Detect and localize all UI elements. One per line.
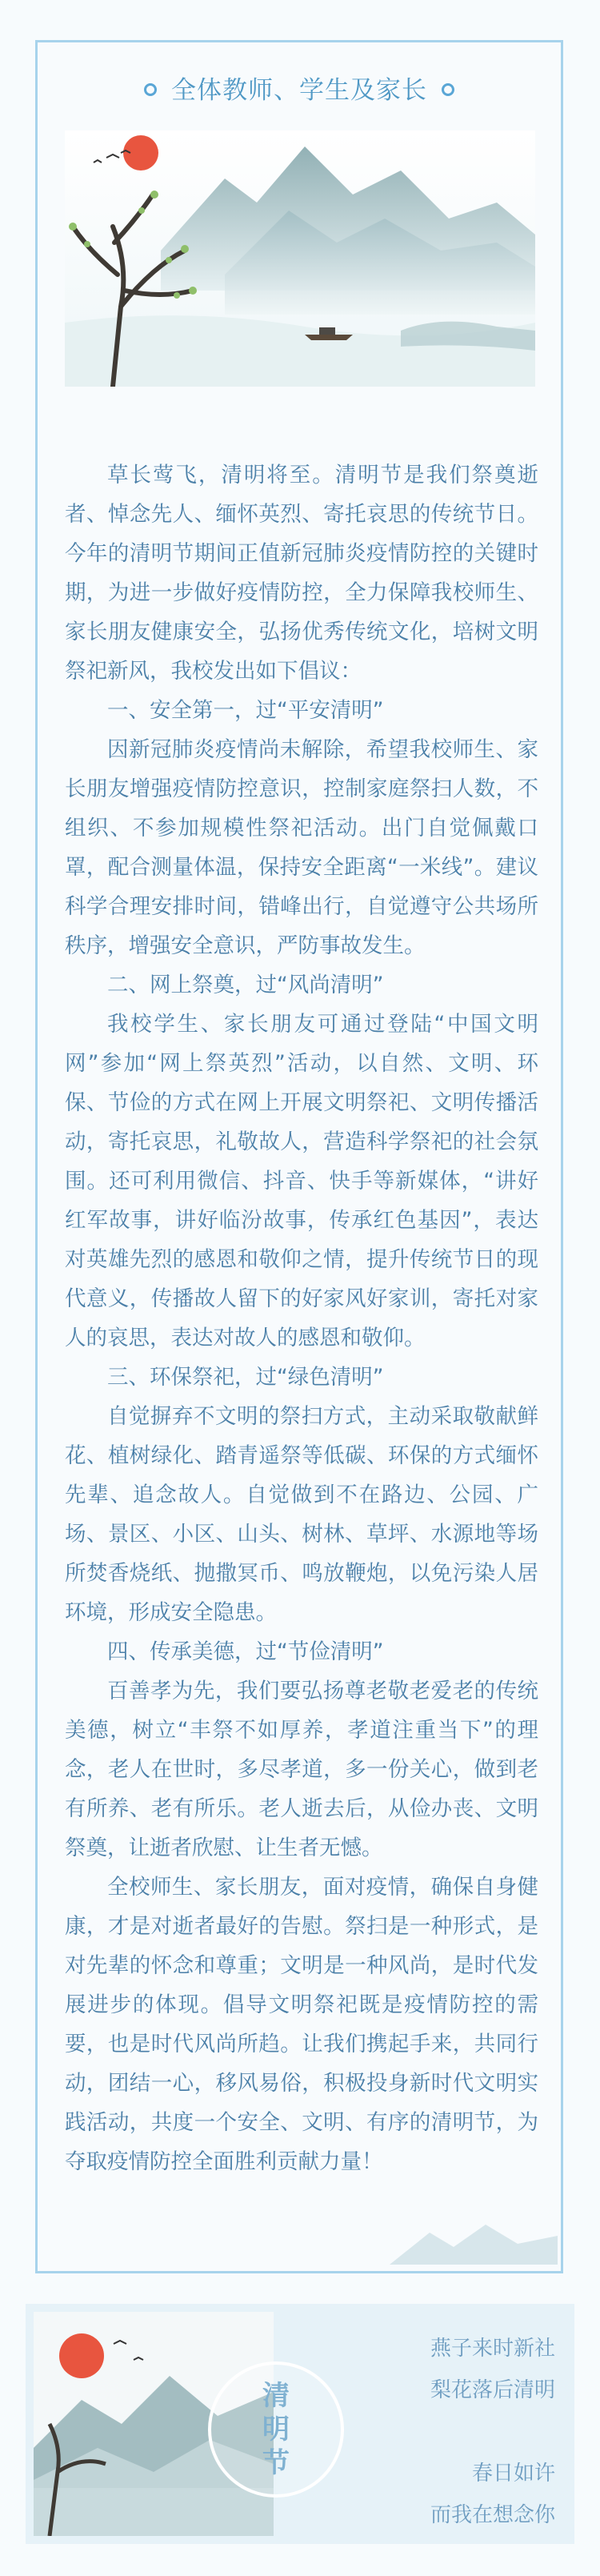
section-paragraph: 我校学生、家长朋友可通过登陆“中国文明网”参加“网上祭英烈”活动，以自然、文明、环保、节俭的方式在网上开展文明祭祀、文明传播活动，寄托哀思，礼敬故人，营造科学祭祀的社会氛围。还可利用微信、抖音、快手等新媒体，“讲好红军故事，讲好临汾故事，传承红色基因”，表达对英雄先烈的感恩和敬仰之情，提升传统节日的现代意义，传播故人留下的好家风好家训，寄托对家人的哀思，表达对故人的感恩和敬仰。 — [65, 1012, 538, 1350]
badge-char: 节 — [262, 2447, 290, 2479]
poem-spacer — [371, 2411, 555, 2453]
circle-icon — [144, 83, 157, 96]
section-heading: 二、网上祭奠，过“风尚清明” — [107, 973, 384, 997]
section-heading: 三、环保祭祀，过“绿色清明” — [107, 1365, 384, 1390]
section-heading: 四、传承美德，过“节俭清明” — [107, 1639, 384, 1664]
badge-char: 清 — [262, 2380, 290, 2412]
badge-char: 明 — [262, 2413, 290, 2446]
circle-icon — [442, 83, 454, 96]
section-paragraph: 百善孝为先，我们要弘扬尊老敬老爱老的传统美德，树立“丰祭不如厚养，孝道注重当下”的理念，老人在世时，多尽孝道，多一份关心，做到老有所养、老有所乐。老人逝去后，从俭办丧、文明祭奠，让逝者欣慰、让生者无憾。 — [65, 1679, 538, 1860]
footer-banner — [26, 2304, 574, 2544]
page-title — [38, 70, 561, 106]
section-paragraph: 因新冠肺炎疫情尚未解除，希望我校师生、家长朋友增强疫情防控意识，控制家庭祭扫人数，不组织、不参加规模性祭祀活动。出门自觉佩戴口罩，配合测量体温，保持安全距离“一米线”。建议科学合理安排时间，错峰出行，自觉遵守公共场所秩序，增强安全意识，严防事故发生。 — [65, 737, 538, 958]
poem — [371, 2328, 555, 2536]
section-paragraph: 自觉摒弃不文明的祭扫方式，主动采取敬献鲜花、植树绿化、踏青遥祭等低碳、环保的方式缅怀先辈、追念故人。自觉做到不在路边、公园、广场、景区、小区、山头、树林、草坪、水源地等场所焚香烧纸、抛撒冥币、鸣放鞭炮，以免污染人居环境，形成安全隐患。 — [65, 1404, 538, 1625]
bottom-mountains-decoration — [390, 2217, 558, 2265]
section-heading: 一、安全第一，过“平安清明” — [107, 698, 384, 723]
article-body — [65, 455, 538, 2181]
closing-paragraph: 全校师生、家长朋友，面对疫情，确保自身健康，才是对逝者最好的告慰。祭扫是一种形式，是对先辈的怀念和尊重；文明是一种风尚，是时代发展进步的体现。倡导文明祭祀既是疫情防控的需要，也是时代风尚所趋。让我们携起手来，共同行动，团结一心，移风易俗，积极投身新时代文明实践活动，共度一个安全、文明、有序的清明节，为夺取疫情防控全面胜利贡献力量！ — [65, 1875, 538, 2174]
poem-line: 春日如许 — [471, 2462, 555, 2486]
title-text: 全体教师、学生及家长 — [171, 76, 427, 105]
poem-line: 梨花落后清明 — [430, 2378, 555, 2402]
poem-line: 燕子来时新社 — [430, 2337, 555, 2361]
landscape-painting — [65, 130, 535, 387]
qingming-badge — [208, 2361, 344, 2498]
poem-line: 而我在想念你 — [430, 2503, 555, 2527]
intro-paragraph: 草长莺飞，清明将至。清明节是我们祭奠逝者、悼念先人、缅怀英烈、寄托哀思的传统节日。今年的清明节期间正值新冠肺炎疫情防控的关键时期，为进一步做好疫情防控，全力保障我校师生、家长朋友健康安全，弘扬优秀传统文化，培树文明祭祀新风，我校发出如下倡议： — [65, 463, 538, 684]
content-card — [35, 40, 563, 2273]
